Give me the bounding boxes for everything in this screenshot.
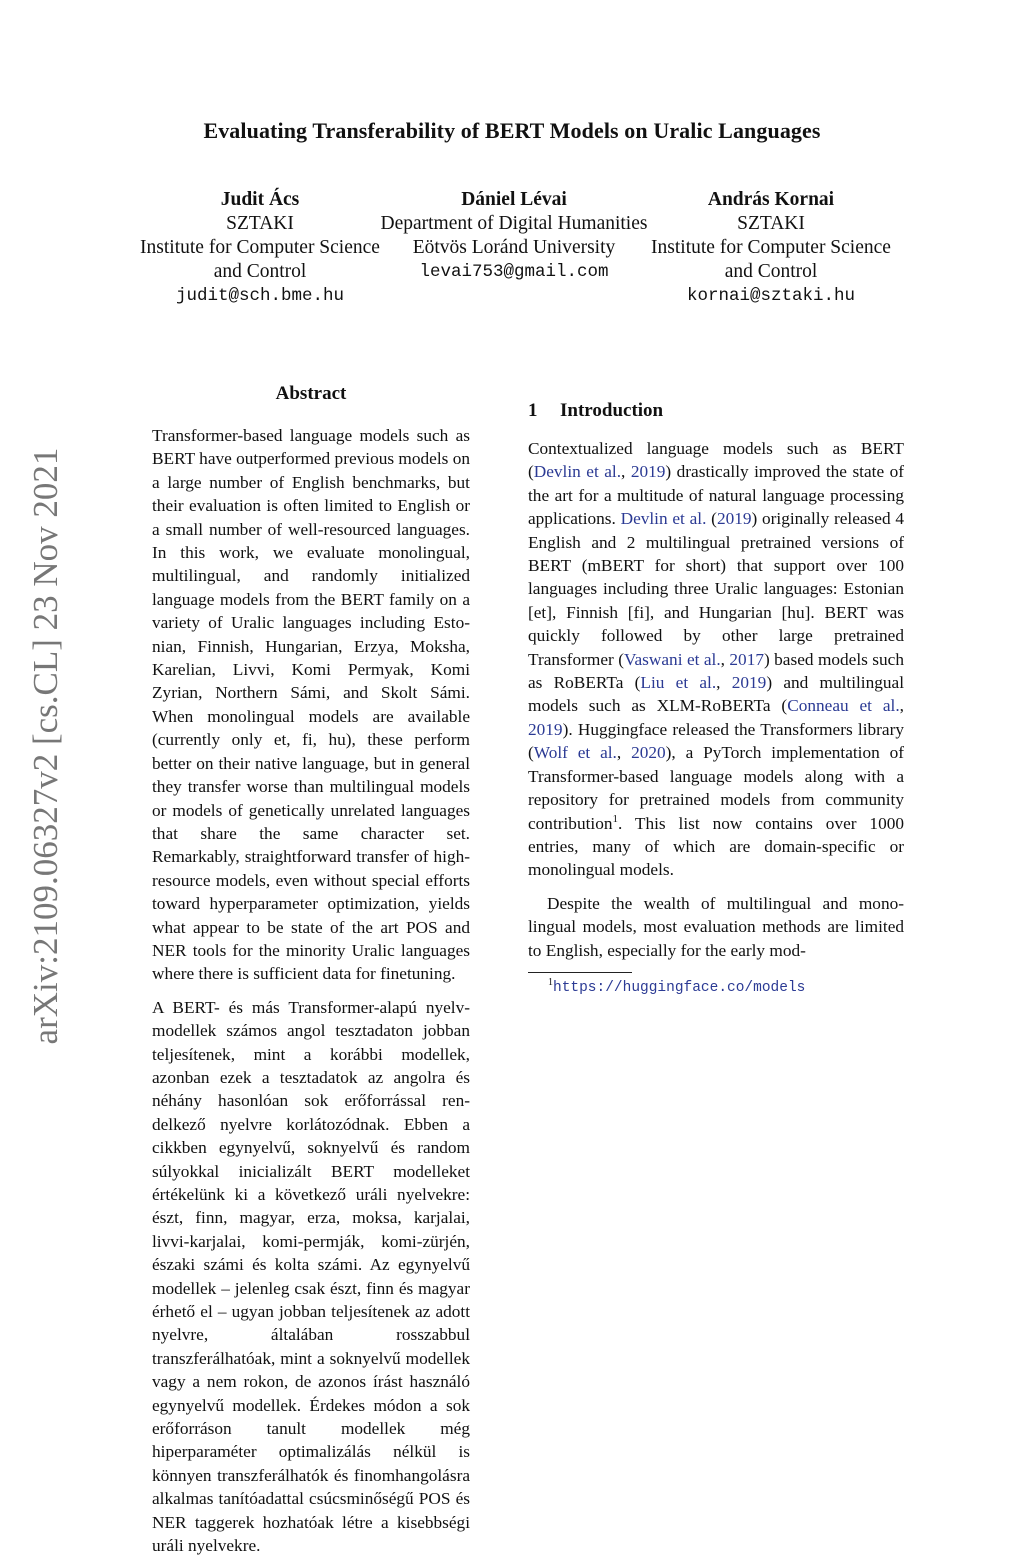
author-block-2 <box>364 188 664 284</box>
right-column <box>528 380 904 998</box>
author-email[interactable]: judit@sch.bme.hu <box>175 286 345 306</box>
author-block-3 <box>640 188 902 308</box>
abstract-heading: Abstract <box>275 383 347 404</box>
arxiv-identifier-stamp: arXiv:2109.06327v2 [cs.CL] 23 Nov 2021 <box>26 447 65 1045</box>
citation-link[interactable]: 2019 <box>630 462 666 482</box>
footnote-divider <box>528 972 632 973</box>
author-block-1 <box>130 188 390 308</box>
section-number: 1 <box>528 400 538 421</box>
left-column <box>152 380 470 1558</box>
author-affiliation: SZTAKI <box>737 213 805 234</box>
footnote-reference[interactable]: 1 <box>612 812 618 825</box>
author-affiliation: Institute for Computer Science <box>140 237 380 258</box>
author-email[interactable]: levai753@gmail.com <box>419 262 609 282</box>
citation-link[interactable]: Liu et al. <box>640 673 717 693</box>
abstract-hungarian: A BERT- és más Transformer-alapú nyelvmodellek számos angol tesztadaton jobban teljesítenek, mint a korábbi modellek, azonban ezek a tesztadatok az angolra és néhány hasonlóan sok erőforrással rendelkező nyelvre korlátozódnak. Ebben a cikkben egynyelvű, soknyelvű és random súlyokkal inicializált BERT modelleket értékelünk ki a következő uráli nyelvekre: észt, finn, magyar, erza, moksa, karjalai, livvi-karjalai, komi-permják, komi-zürjén, északi számi és kolta számi. Az egynyelvű modellek – jelenleg csak észt, finn és magyar érhető el – ugyan jobban teljesítenek az adott nyelvre, általában rosszabbul transzferálhatóak, mint a soknyelvű modellek vagy a nem rokon, de azonos írást használó egynyelvű modellek. Érdekes módon a sok erőforráson tanult modellek még hiperparaméter optimalizálás nélkül is könnyen transzferálhatók és finomhangolásra alkalmas tanítóadattal csúcsminőségű POS és NER taggerek hozhatóak létre a kisebbségi uráli nyelvekre. <box>152 997 470 1556</box>
introduction-paragraph-2: Despite the wealth of multilingual and monolingual models, most evaluation methods are limited to English, especially for the early mod- <box>528 893 904 960</box>
author-affiliation: Eötvös Loránd University <box>412 237 616 258</box>
citation-link[interactable]: Wolf et al. <box>533 743 617 763</box>
author-affiliation: and Control <box>213 261 307 282</box>
author-name: Dániel Lévai <box>461 189 567 210</box>
introduction-paragraph-1: Contextualized language models such as BERT (Devlin et al., 2019) drastically improved the state of the art for a multitude of natural language processing applications. Devlin et al. (2019) originally released 4 English and 2 multilingual pretrained versions of BERT (mBERT for short) that support over 100 languages including three Uralic languages: Estonian [et], Finnish [fi], and Hungarian [hu]. BERT was quickly followed by other large pretrained Transformer (Vaswani et al., 2017) based models such as RoBERTa (Liu et al., 2019) and multilingual models such as XLM-RoBERTa (Conneau et al., 2019). Huggingface released the Transformers library (Wolf et al., 2020), a PyTorch implementation of Transformer-based language models along with a repository for pretrained models from community contribution$^1$. This list now contains over 1000 entries, many of which are domain-specific or monolingual models. <box>528 439 905 880</box>
footnote-mark: 1 <box>548 976 553 988</box>
author-name: András Kornai <box>707 189 835 210</box>
citation-link[interactable]: 2019 <box>528 719 563 739</box>
citation-link[interactable]: Devlin et al. <box>533 462 622 482</box>
author-affiliation: and Control <box>724 261 818 282</box>
citation-link[interactable]: 2019 <box>731 673 767 693</box>
abstract-english: Transformer-based language models such as BERT have outperformed previous models on a large number of English benchmarks, but their evaluation is often limited to English or a small number of well-resourced languages. In this work, we evaluate monolingual, multilingual, and randomly initialized language models from the BERT family on a variety of Uralic languages including Estonian, Finnish, Hungarian, Erzya, Moksha, Karelian, Livvi, Komi Permyak, Komi Zyrian, Northern Sámi, and Skolt Sámi. When monolingual models are available (currently only et, fi, hu), these perform better on their native language, but in general they transfer worse than multilingual models or models of genetically unrelated languages that share the same character set. Remarkably, straightforward transfer of high-resource models, even without special efforts toward hyperparameter optimization, yields what appear to be state of the art POS and NER tools for the minority Uralic languages where there is sufficient data for finetuning. <box>152 426 470 984</box>
citation-link[interactable]: 2020 <box>631 743 666 763</box>
footnote-link[interactable]: https://huggingface.co/models <box>553 979 806 996</box>
citation-link[interactable]: Conneau et al. <box>787 696 900 716</box>
citation-link[interactable]: Devlin et al. <box>620 509 707 529</box>
section-heading-introduction <box>528 398 904 424</box>
author-affiliation: Department of Digital Humanities <box>380 213 648 234</box>
author-affiliation: Institute for Computer Science <box>651 237 891 258</box>
author-email[interactable]: kornai@sztaki.hu <box>686 286 856 306</box>
citation-link[interactable]: 2019 <box>716 509 752 529</box>
citation-link[interactable]: Vaswani et al. <box>623 649 721 669</box>
author-name: Judit Ács <box>220 189 300 210</box>
paper-title: Evaluating Transferability of BERT Models on Uralic Languages <box>203 118 821 143</box>
footnote <box>528 977 904 998</box>
author-affiliation: SZTAKI <box>226 213 294 234</box>
section-title: Introduction <box>560 400 664 421</box>
citation-link[interactable]: 2017 <box>729 649 764 669</box>
